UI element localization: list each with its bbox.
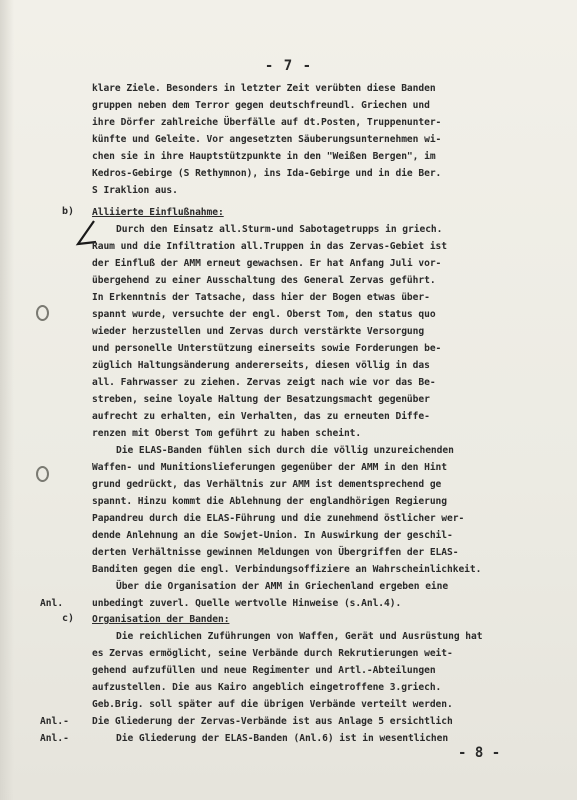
text-line: Über die Organisation der AMM in Griechenland ergeben eine — [116, 581, 449, 592]
text-line: spannt. Hinzu kommt die Ablehnung der englandhörigen Regierung — [92, 496, 448, 507]
text-line: wieder herzustellen und Zervas durch verstärkte Versorgung — [92, 326, 425, 337]
text-line: Die reichlichen Zuführungen von Waffen, Gerät und Ausrüstung hat — [116, 631, 483, 642]
text-line: S Iraklion aus. — [92, 185, 178, 196]
text-line: In Erkenntnis der Tatsache, dass hier der Bogen etwas über- — [92, 292, 430, 303]
text-line: übergehend zu einer Ausschaltung des General Zervas geführt. — [92, 275, 436, 286]
text-line: unbedingt zuverl. Quelle wertvolle Hinweise (s.Anl.4). — [92, 598, 402, 609]
margin-annotation: Anl. — [40, 598, 64, 609]
text-line: Banditen gegen die engl. Verbindungsoffiziere an Wahrscheinlichkeit. — [92, 564, 482, 575]
text-line: es Zervas ermöglicht, seine Verbände durch Rekrutierungen weit- — [92, 648, 453, 659]
text-line: Die ELAS-Banden fühlen sich durch die völlig unzureichenden — [116, 445, 454, 456]
punch-hole-icon — [36, 305, 49, 321]
margin-annotation: Anl.- — [40, 716, 69, 727]
punch-hole-icon — [36, 466, 49, 482]
text-line: ihre Dörfer zahlreiche Überfälle auf dt.Posten, Truppenunter- — [92, 117, 442, 128]
text-line: Papandreu durch die ELAS-Führung und die zunehmend östlicher wer- — [92, 513, 465, 524]
section-marker-b: b) — [62, 206, 75, 217]
text-line: chen sie in ihre Hauptstützpunkte in den "Weißen Bergen", im — [92, 151, 436, 162]
text-line: Geb.Brig. soll später auf die übrigen Verbände verteilt werden. — [92, 699, 453, 710]
scan-edge-shadow — [0, 0, 14, 800]
text-line: Waffen- und Munitionslieferungen gegenüber der AMM in den Hint — [92, 462, 448, 473]
text-line: renzen mit Oberst Tom geführt zu haben scheint. — [92, 428, 362, 439]
text-line: aufrecht zu erhalten, ein Verhalten, das zu erneuten Diffe- — [92, 411, 430, 422]
text-line: künfte und Geleite. Vor angesetzten Säuberungsunternehmen wi- — [92, 134, 442, 145]
text-line: Die Gliederung der Zervas-Verbände ist aus Anlage 5 ersichtlich — [92, 716, 453, 727]
text-line: Kedros-Gebirge (S Rethymnon), ins Ida-Gebirge und in die Ber. — [92, 168, 442, 179]
text-line: streben, seine loyale Haltung der Besatzungsmacht gegenüber — [92, 394, 430, 405]
text-line: und personelle Unterstützung einerseits sowie Forderungen be- — [92, 343, 442, 354]
text-line: spannt wurde, versuchte der engl. Oberst Tom, den status quo — [92, 309, 436, 320]
section-marker-c: c) — [62, 613, 75, 624]
page-number-top: - 7 - — [264, 58, 313, 74]
text-line: aufzustellen. Die aus Kairo angeblich eingetroffene 3.griech. — [92, 682, 442, 693]
text-line: grund gedrückt, das Verhältnis zur AMM ist dementsprechend ge — [92, 479, 442, 490]
text-line: gehend aufzufüllen und neue Regimenter und Artl.-Abteilungen — [92, 665, 436, 676]
text-line: all. Fahrwasser zu ziehen. Zervas zeigt nach wie vor das Be- — [92, 377, 436, 388]
text-line: der Einfluß der AMM erneut gewachsen. Er hat Anfang Juli vor- — [92, 258, 442, 269]
text-line: gruppen neben dem Terror gegen deutschfreundl. Griechen und — [92, 100, 430, 111]
section-heading-c: Organisation der Banden: — [92, 614, 230, 625]
text-line: Raum und die Infiltration all.Truppen in das Zervas-Gebiet ist — [92, 241, 448, 252]
text-line: dende Anlehnung an die Sowjet-Union. In Auswirkung der geschil- — [92, 530, 453, 541]
text-line: Durch den Einsatz all.Sturm-und Sabotagetrupps in griech. — [116, 224, 443, 235]
margin-annotation: Anl.- — [40, 733, 69, 744]
text-line: züglich Haltungsänderung andererseits, diesen völlig in das — [92, 360, 430, 371]
section-heading-b: Alliierte Einflußnahme: — [92, 207, 224, 218]
text-line: derten Verhältnisse gewinnen Meldungen von Übergriffen der ELAS- — [92, 547, 459, 558]
page-number-bottom: - 8 - — [458, 745, 501, 761]
text-line: klare Ziele. Besonders in letzter Zeit verübten diese Banden — [92, 83, 436, 94]
text-line: Die Gliederung der ELAS-Banden (Anl.6) ist in wesentlichen — [116, 733, 449, 744]
